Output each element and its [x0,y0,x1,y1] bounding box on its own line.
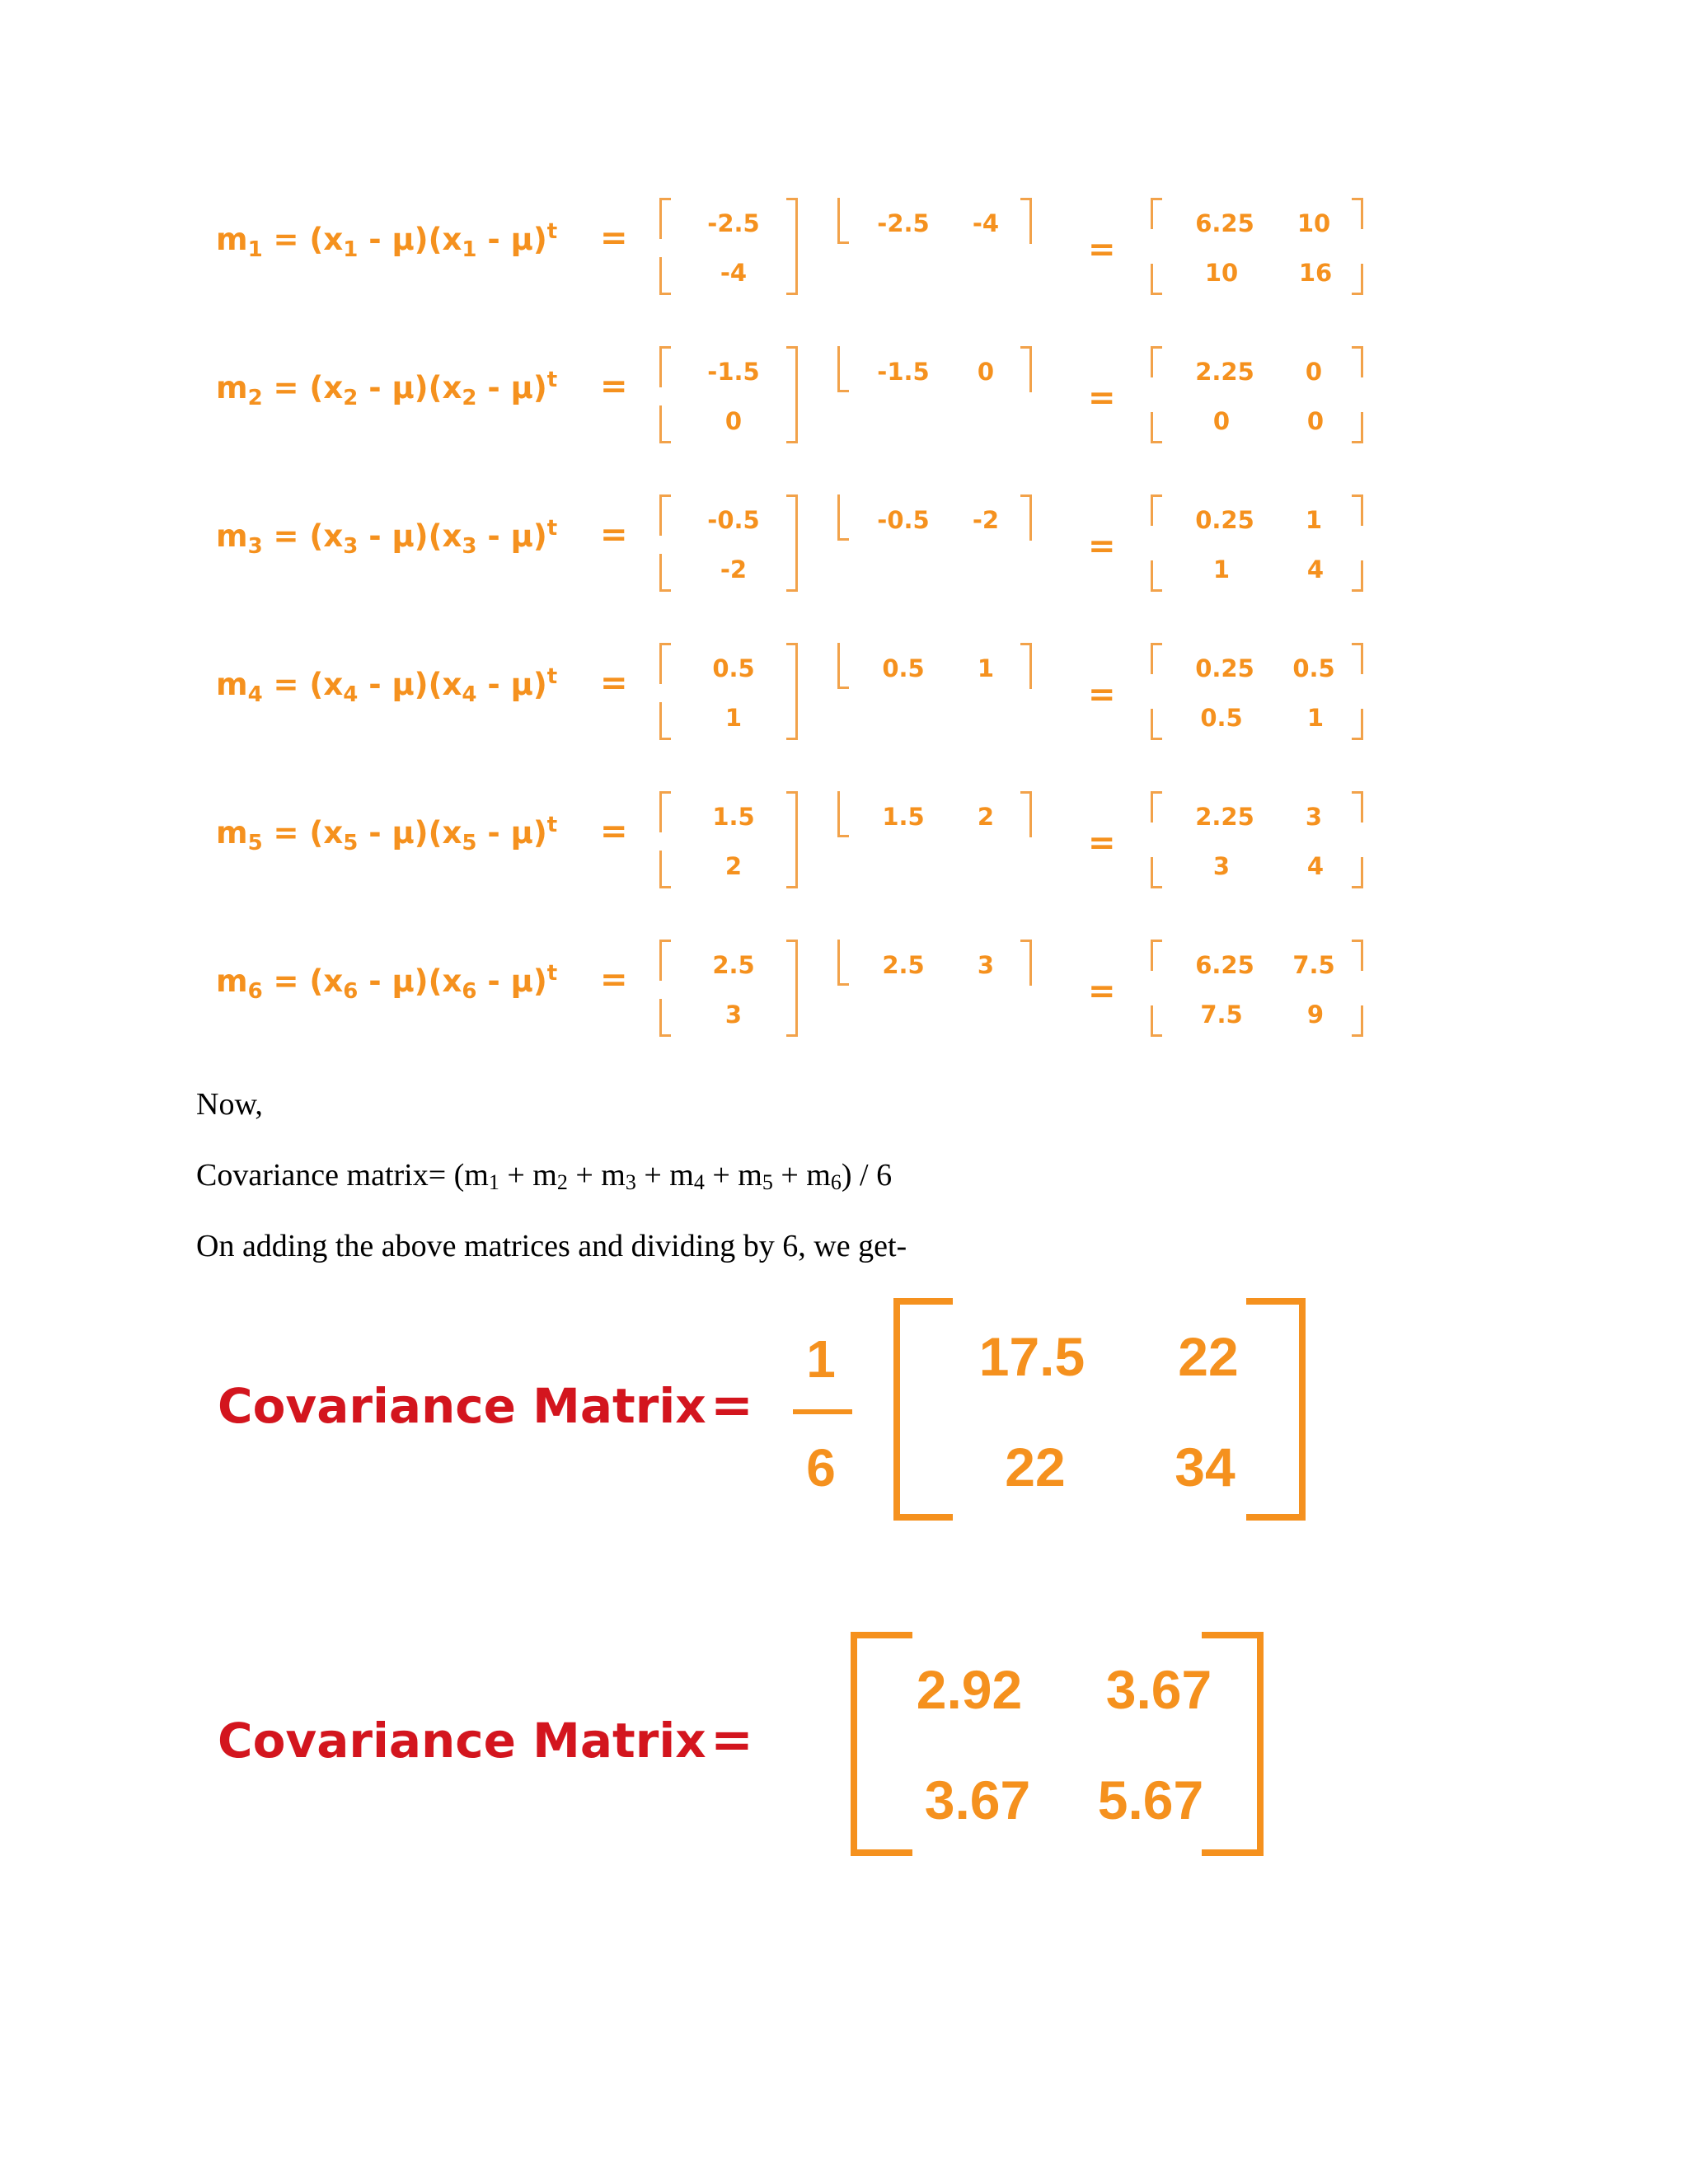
result-entry: 9 [1306,1001,1325,1029]
equals-sign: = [710,1709,753,1769]
fraction-numerator: 1 [806,1329,836,1389]
m-index: 5 [247,831,263,855]
result-left-bracket [1151,940,1162,971]
equals-sign: = [1088,972,1116,1010]
row-vector-left-bracket [837,940,849,986]
result-entry: 7.5 [1292,951,1335,979]
col-vector-entry: -4 [720,259,748,287]
formula-plus: + m [499,1158,557,1193]
row-vector-entry: 1.5 [882,803,925,831]
row-vector-entry: 1 [977,654,995,682]
x-symbol: x [323,667,344,702]
col-vector-left-bracket [659,940,671,981]
mu-symbol: μ [510,222,533,257]
row-vector-entry: -0.5 [877,506,930,534]
formula-sub-3: 3 [625,1170,636,1194]
result-entry: 0.5 [1200,704,1243,732]
equals-sign: = [1088,676,1116,714]
col-vector-left-bracket [659,791,671,832]
result-left-bracket [1151,494,1162,526]
col-vector-left-bracket [659,494,671,536]
row-vector-entry: -4 [972,209,1000,237]
equals-sign: = [1088,527,1116,565]
matrix-cell: 17.5 [978,1326,1085,1387]
result-left-bracket [1151,857,1162,888]
col-vector-right-bracket [786,198,798,295]
x-index: 5 [462,831,477,855]
equation-row [0,791,1688,898]
result-entry: 4 [1306,555,1325,583]
row-vector-left-bracket [837,494,849,541]
formula-sub-4: 4 [693,1170,705,1194]
result-entry: 6.25 [1195,951,1254,979]
matrix-cell: 3.67 [1105,1659,1212,1720]
m-index: 6 [247,979,263,1004]
covariance-formula [196,1157,892,1195]
formula-sub-6: 6 [830,1170,842,1194]
x-symbol: x [442,222,462,257]
formula-sub-1: 1 [488,1170,499,1194]
equation-row [0,643,1688,750]
equation-row [0,494,1688,602]
col-vector-left-bracket [659,405,671,443]
x-symbol: x [323,518,344,554]
mu-symbol: μ [392,518,415,554]
equals-sign: = [600,961,628,999]
m-symbol: m [216,815,248,851]
result-left-bracket [1151,560,1162,592]
col-vector-entry: 2 [724,852,743,880]
col-vector-left-bracket [659,999,671,1037]
x-index: 6 [343,979,359,1004]
mu-symbol: μ [510,815,533,851]
matrix-cell: 22 [1005,1436,1066,1497]
col-vector-entry: -2.5 [707,209,760,237]
equation-lhs: $m_3 = (x_3 - \mu)(x_3 - \mu)^t$ [216,516,558,559]
matrix-cell: 2.92 [916,1659,1023,1720]
matrix-cell: 3.67 [924,1769,1031,1830]
m-symbol: m [216,667,248,702]
x-symbol: x [323,963,344,999]
col-vector-entry: 2.5 [712,951,755,979]
col-vector-entry: 1.5 [712,803,755,831]
equals-sign: = [600,368,628,405]
result-entry: 1 [1212,555,1231,583]
col-vector-entry: 3 [724,1001,743,1029]
row-vector-entry: -2.5 [877,209,930,237]
equals-sign: = [600,516,628,554]
row-vector-left-bracket [837,791,849,837]
x-index: 6 [462,979,477,1004]
col-vector-left-bracket [659,257,671,295]
mu-symbol: μ [510,963,533,999]
result-left-bracket [1151,791,1162,823]
x-index: 3 [462,534,477,559]
col-vector-entry: 0 [724,407,743,435]
x-index: 4 [462,682,477,707]
m-index: 3 [247,534,263,559]
equals-sign: = [710,1375,753,1435]
result-left-bracket [1151,709,1162,740]
equation-lhs: $m_1 = (x_1 - \mu)(x_1 - \mu)^t$ [216,219,558,262]
fraction-denominator: 6 [806,1438,836,1497]
x-symbol: x [323,815,344,851]
matrix-cell: 34 [1175,1436,1236,1497]
result-entry: 4 [1306,852,1325,880]
mu-symbol: μ [392,815,415,851]
mu-symbol: μ [510,518,533,554]
x-index: 2 [462,386,477,410]
row-vector-entry: 2.5 [882,951,925,979]
result-entry: 0 [1305,358,1323,386]
m-index: 2 [247,386,263,410]
x-symbol: x [442,963,462,999]
equals-sign: = [600,664,628,702]
formula-plus: + m [567,1158,626,1193]
result-entry: 10 [1204,259,1239,287]
row-vector-left-bracket [837,346,849,392]
row-vector-entry: 3 [977,951,995,979]
covariance-label: Covariance Matrix [218,1378,706,1434]
m-symbol: m [216,370,248,405]
col-vector-left-bracket [659,554,671,592]
matrix-cell: 5.67 [1097,1769,1204,1830]
result-entry: 1 [1305,506,1323,534]
x-index: 4 [343,682,359,707]
x-index: 1 [462,237,477,262]
result-left-bracket [1151,643,1162,674]
mu-symbol: μ [392,963,415,999]
equation-lhs: $m_6 = (x_6 - \mu)(x_6 - \mu)^t$ [216,961,558,1004]
covariance-label: Covariance Matrix [218,1713,706,1769]
transpose-symbol: t [546,219,558,244]
result-entry: 0 [1212,407,1231,435]
result-entry: 0 [1306,407,1325,435]
col-vector-entry: 0.5 [712,654,755,682]
result-entry: 7.5 [1200,1001,1243,1029]
equation-lhs: $m_5 = (x_5 - \mu)(x_5 - \mu)^t$ [216,813,558,855]
mu-symbol: μ [392,370,415,405]
m-symbol: m [216,222,248,257]
mu-symbol: μ [392,222,415,257]
m-symbol: m [216,518,248,554]
equation-lhs: $m_4 = (x_4 - \mu)(x_4 - \mu)^t$ [216,664,558,707]
equation-row [0,198,1688,305]
result-entry: 0.25 [1195,506,1254,534]
m-symbol: m [216,963,248,999]
col-vector-entry: -1.5 [707,358,760,386]
formula-suffix: ) / 6 [841,1158,893,1193]
x-index: 5 [343,831,359,855]
x-index: 1 [343,237,359,262]
result-left-bracket [1151,1005,1162,1037]
result-entry: 3 [1212,852,1231,880]
col-vector-entry: 1 [724,704,743,732]
equals-sign: = [1088,379,1116,417]
result-left-bracket [1151,412,1162,443]
row-vector-left-bracket [837,643,849,689]
result-entry: 1 [1306,704,1325,732]
formula-sub-2: 2 [556,1170,568,1194]
col-vector-entry: -2 [720,555,748,583]
m-index: 1 [247,237,263,262]
mu-symbol: μ [510,370,533,405]
x-symbol: x [323,222,344,257]
result-entry: 3 [1305,803,1323,831]
col-vector-right-bracket [786,940,798,1037]
result-entry: 6.25 [1195,209,1254,237]
x-index: 3 [343,534,359,559]
adding-text: On adding the above matrices and dividing by 6, we get- [196,1229,907,1263]
x-symbol: x [442,518,462,554]
col-vector-left-bracket [659,643,671,684]
col-vector-left-bracket [659,851,671,888]
transpose-symbol: t [546,368,558,392]
now-text: Now, [196,1087,263,1122]
col-vector-left-bracket [659,346,671,387]
matrix-cell: 22 [1178,1326,1239,1387]
result-left-bracket [1151,346,1162,377]
col-vector-right-bracket [786,643,798,740]
row-vector-entry: -1.5 [877,358,930,386]
formula-sub-5: 5 [762,1170,773,1194]
col-vector-left-bracket [659,702,671,740]
transpose-symbol: t [546,961,558,986]
result-entry: 10 [1296,209,1331,237]
col-vector-right-bracket [786,346,798,443]
x-symbol: x [442,815,462,851]
transpose-symbol: t [546,813,558,837]
mu-symbol: μ [510,667,533,702]
equation-row [0,346,1688,453]
col-vector-entry: -0.5 [707,506,760,534]
transpose-symbol: t [546,664,558,689]
equals-sign: = [1088,824,1116,862]
x-index: 2 [343,386,359,410]
row-vector-entry: 0.5 [882,654,925,682]
formula-plus: + m [772,1158,831,1193]
m-index: 4 [247,682,263,707]
formula-plus: + m [704,1158,762,1193]
transpose-symbol: t [546,516,558,541]
formula-plus: + m [635,1158,694,1193]
result-entry: 2.25 [1195,803,1254,831]
row-vector-entry: 2 [977,803,995,831]
result-left-bracket [1151,198,1162,229]
col-vector-right-bracket [786,494,798,592]
result-entry: 2.25 [1195,358,1254,386]
row-vector-entry: -2 [972,506,1000,534]
result-entry: 0.25 [1195,654,1254,682]
fraction-bar [793,1409,852,1414]
result-entry: 16 [1298,259,1333,287]
row-vector-left-bracket [837,198,849,244]
col-vector-left-bracket [659,198,671,239]
equals-sign: = [600,813,628,851]
x-symbol: x [323,370,344,405]
x-symbol: x [442,370,462,405]
col-vector-right-bracket [786,791,798,888]
equation-lhs: $m_2 = (x_2 - \mu)(x_2 - \mu)^t$ [216,368,558,410]
result-entry: 0.5 [1292,654,1335,682]
mu-symbol: μ [392,667,415,702]
result-left-bracket [1151,264,1162,295]
equals-sign: = [1088,231,1116,269]
row-vector-entry: 0 [977,358,995,386]
equation-row [0,940,1688,1047]
equals-sign: = [600,219,628,257]
formula-prefix: Covariance matrix= (m [196,1158,489,1193]
x-symbol: x [442,667,462,702]
